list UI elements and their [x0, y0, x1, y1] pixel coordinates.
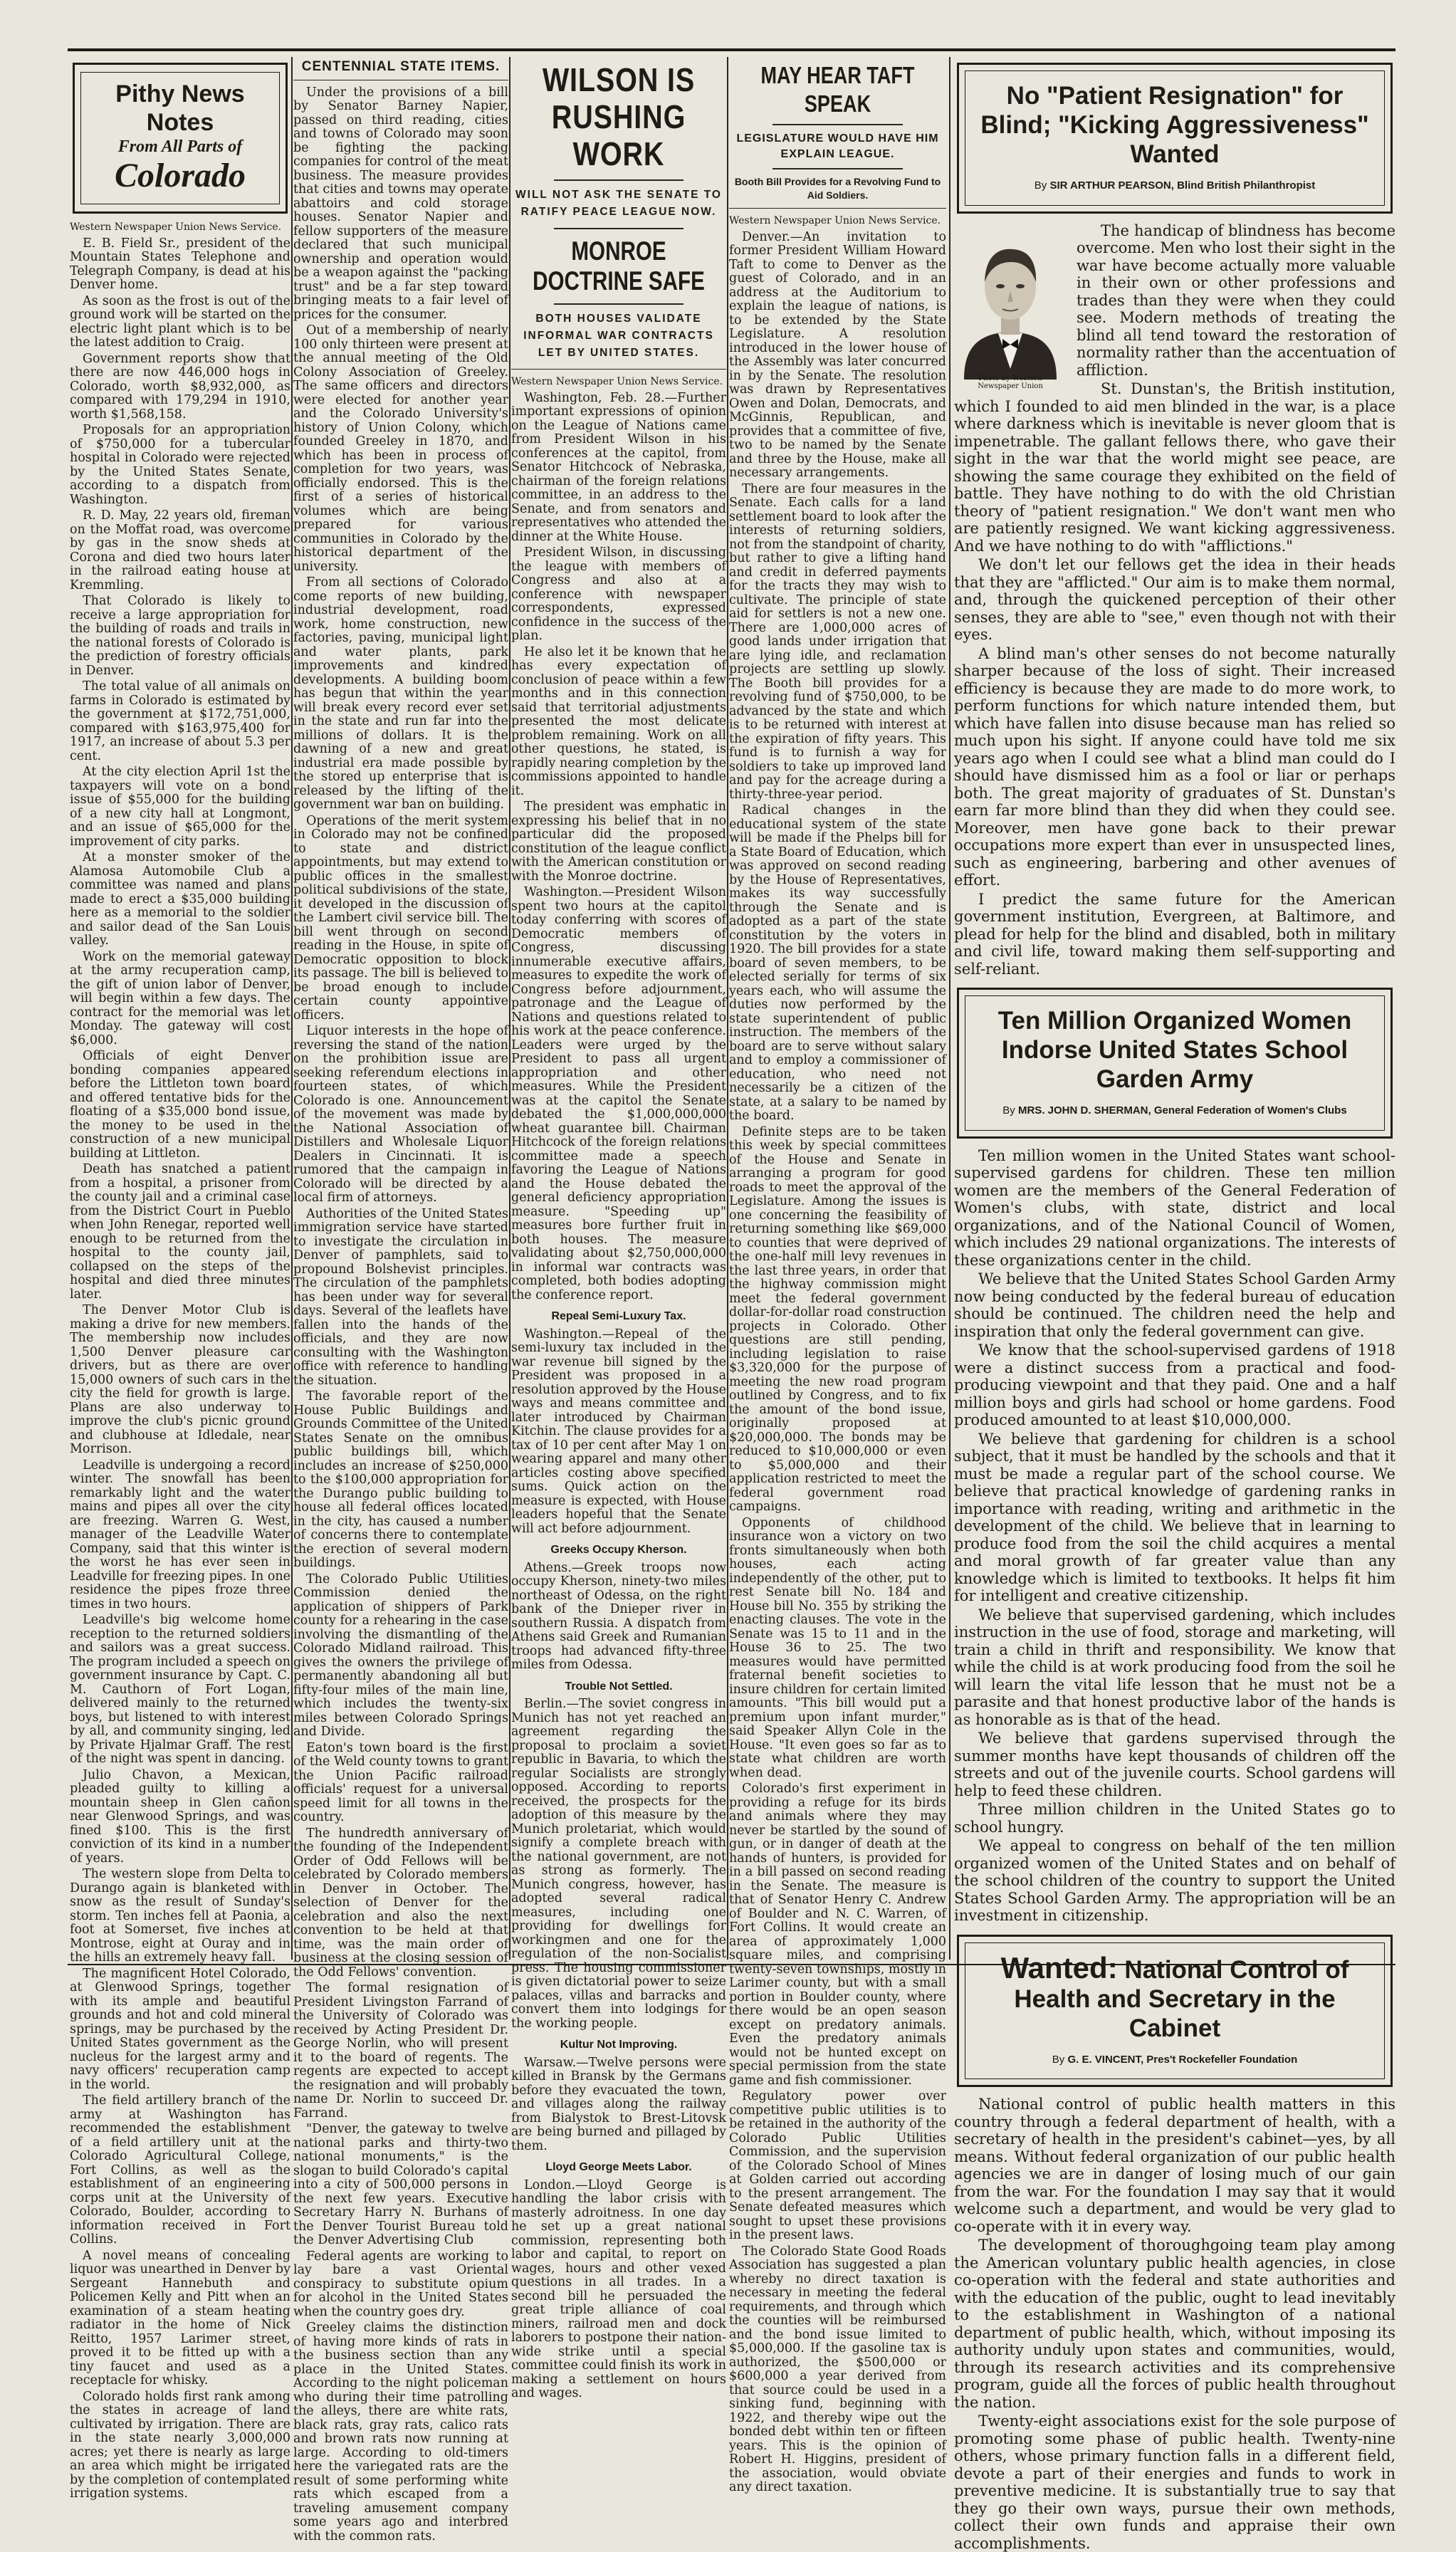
news-item: Washington.—President Wilson spent two hours at the capitol today conferring with scores of Democratic members of Congress, discussing innumerable executive affairs, measures to expedite the work of Congress before adjournment, patronage and the League of Nations and questions related to his work at the peace conference. Leaders were urged by the President to pass all urgent appropriation and other measures. While the President was at the capitol the Senate debated the $1,000,000,000 wheat guarantee bill. Chairman Hitchcock of the foreign relations committee made a speech favoring the League of Nations and the House debated the general deficiency appropriation measure. "Speeding up" measures bore further fruit in both houses. The measure validating about $2,750,000,000 in informal war contracts was completed, both bodies adopting the conference report. [511, 885, 726, 1302]
divider [772, 124, 903, 125]
news-item: "Denver, the gateway to twelve national parks and thirty-two national monuments," is the slogan to build Colorado's capital into a city of 500,000 persons in the next few years. Executive Secretary Harry N. Burhans of the Denver Tourist Bureau told the Denver Advertising Club [293, 2122, 508, 2247]
news-item: The Denver Motor Club is making a drive for new members. The membership now includes 1,500 Denver pleasure car drivers, but as there are over 15,000 owners of such cars in the city the field for growth is large. Plans are also underway to improve the club's picnic ground and clubhouse at Idledale, near Morrison. [70, 1303, 290, 1456]
news-item: The hundredth anniversary of the founding of the Independent Order of Odd Fellows will be celebrated by Colorado members in Denver in October. The selection of Denver for the celebration and also the next convention to be held at that time, was the main order of business at the closing session of the Odd Fellows' convention. [293, 1826, 508, 1980]
news-item: Authorities of the United States immigration service have started to investigate the circulation in Denver of pamphlets, said to propound Bolshevist principles. The circulation of the pamphlets has been under way for several days. Several of the leaflets have fallen into the hands of the officials, and they are now consulting with the Washington office with reference to handling the situation. [293, 1206, 508, 1388]
pithy-news-header [73, 63, 288, 214]
news-item: That Colorado is likely to receive a large appropriation for the building of roads and trails in the national forests of Colorado is the prediction of forestry officials in Denver. [70, 594, 290, 678]
col1-paragraphs [70, 237, 290, 2501]
news-item: R. D. May, 22 years old, fireman on the Moffat road, was overcome by gas in the snow sheds at Corona and died two hours later in the railroad eating house at Kremmling. [70, 508, 290, 592]
news-item: Proposals for an appropriation of $750,000 for a tubercular hospital in Colorado were rejected by the United States Senate, according to a dispatch from Washington. [70, 423, 290, 507]
news-item: Federal agents are working to lay bare a vast Oriental conspiracy to substitute opium for alcohol in the United States when the country goes dry. [293, 2249, 508, 2319]
article-paragraph: The development of thoroughgoing team play among the American voluntary public health agencies, in close co-operation with the federal and state authorities and with the education of the public, ought to lead inevitably to the establishment in Washington of a national department of public health, which, without imposing its authority unduly upon states and communities, would, through its research activities and its comprehensive program, guide all the forces of public health throughout the nation. [954, 2237, 1395, 2411]
column-divider [949, 57, 950, 1960]
news-item: Regulatory power over competitive public utilities is to be retained in the authority of the Colorado Public Utilities Commission, and the supervision of the Colorado School of Mines at Golden carried out according to the present arrangement. The Senate defeated measures which sought to upset these provisions in the present laws. [729, 2089, 946, 2242]
deck-booth: Booth Bill Provides for a Revolving Fund to Aid Soldiers. [734, 176, 941, 201]
column-pithy-news [70, 57, 290, 2501]
news-item: The western slope from Delta to Durango again is blanketed with snow as the result of Sunday's storm. Ten inches fell at Paonia, a foot at Somerset, five inches at Montrose, eight at Ouray and in the hills an extremely heavy fall. [70, 1867, 290, 1965]
news-item: London.—Lloyd George is handling the labor crisis with masterly adroitness. In one day he set up a great national commission, representing both labor and capital, to report on wages, hours and other vexed questions in all trades. In a second bill he persuaded the great triple alliance of coal miners, railroad men and dock laborers to postpone their nation-wide strike until a special committee could finish its work in making a settlement on hours and wages. [511, 2177, 726, 2400]
headline-monroe: MONROE DOCTRINE SAFE [533, 236, 705, 296]
pithy-header-title: Pithy News Notes [115, 80, 245, 136]
news-item: Government reports show that there are now 446,000 hogs in Colorado, worth $8,932,000, as compared with 179,294 in 1910, worth $1,568,158. [70, 351, 290, 422]
subhead-lloyd-george: Lloyd George Meets Labor. [545, 2161, 692, 2173]
article-paragraph: We believe that the United States School Garden Army now being conducted by the federal bureau of education should be continued. The children need the help and inspiration that only the federal government can give. [954, 1270, 1395, 1340]
article-paragraph: Three million children in the United States go to school hungry. [954, 1801, 1395, 1836]
divider [554, 303, 683, 305]
pithy-header-state: Colorado [114, 157, 246, 194]
article-paragraph: We believe that gardens supervised through the summer months have kept thousands of children off the streets and out of the juvenile courts. School gardens will help to feed these children. [954, 1730, 1395, 1799]
article-health-header [957, 1935, 1393, 2088]
article-paragraph: We believe that gardening for children is a school subject, that it must be handled by the schools and that it must be made a regular part of the school course. We believe that practical knowledge of gardening ranks in importance with reading, writing and arithmetic in the development of the child. We believe that in learning to produce food from the soil the child acquires a mental and moral growth of far greater value than any knowledge which is limited to textbooks. It helps fit him for intelligent and creative citizenship. [954, 1430, 1395, 1604]
article-garden-byline [971, 1102, 1378, 1120]
article-blind-header [957, 63, 1393, 214]
deck-taft: LEGISLATURE WOULD HAVE HIM EXPLAIN LEAGUE. [736, 132, 939, 160]
news-item: Leadville's big welcome home reception to the returned soldiers and sailors was a great success. The program included a speech on government insurance by Capt. C. M. Cauthorn of Fort Logan, delivered mainly to the returned boys, but listened to with interest by all, and community singing, led by Private Hjalmar Graff. The rest of the night was spent in dancing. [70, 1613, 290, 1766]
divider [772, 168, 903, 169]
article-paragraph: Twenty-eight associations exist for the sole purpose of promoting some phase of public health. Twenty-nine others, whose primary function falls in a different field, devote a part of their energies and funds to work in preventive medicine. It is substantially true to say that they go their own ways, pursue their own methods, collect their own funds and appraise their own accomplishments. [954, 2412, 1395, 2552]
article-paragraph: We appeal to congress on behalf of the ten million organized women of the United States and on behalf of the school children of the country to support the United States School Garden Army. The appropriation will be an investment in citizenship. [954, 1837, 1395, 1924]
divider [554, 228, 683, 229]
article-garden-header [957, 988, 1393, 1139]
news-item: Work on the memorial gateway at the army recuperation camp, the gift of union labor of Denver, will begin within a few days. The contract for the memorial was let Monday. The gateway will cost $6,000. [70, 949, 290, 1047]
news-item: President Wilson, in discussing the league with members of Congress and also at a conference with newspaper correspondents, expressed confidence in the success of the plan. [511, 545, 726, 643]
subhead-trouble: Trouble Not Settled. [565, 1680, 673, 1693]
article-paragraph: The handicap of blindness has become overcome. Men who lost their sight in the war have become actually more valuable in their own or other professions and trades than they were when they could see. Modern methods of treating the blind all tend toward the restoration of normality rather than the accentuation of affliction. [1077, 221, 1395, 379]
news-item: Liquor interests in the hope of reversing the stand of the nation on the prohibition issue are seeking referendum elections in fourteen states, of which Colorado is one. Announcement of the movement was made by the National Association of Distillers and Wholesale Liquor Dealers in Cincinnati. It is rumored that the campaign in Colorado will be directed by a local firm of attorneys. [293, 1024, 508, 1205]
news-item: The magnificent Hotel Colorado, at Glenwood Springs, together with its ample and beautiful grounds and hot and cold mineral springs, may be purchased by the United States government as the nucleus for the largest army and navy officers' recuperation camp in the world. [70, 1966, 290, 2092]
article-paragraph: We don't let our fellows get the idea in their heads that they are "afflicted." Our aim is to make them normal, and, through the quickened perception of their other senses, they are able to "see," even though not with their eyes. [954, 556, 1395, 643]
byline-name: MRS. JOHN D. SHERMAN, [1017, 1104, 1151, 1116]
byline-role: Pres't Rockefeller Foundation [1146, 2053, 1298, 2066]
byline-name: G. E. VINCENT, [1067, 2053, 1144, 2066]
article-blind-title: No "Patient Resignation" for Blind; "Kicking Aggressiveness" Wanted [980, 82, 1369, 168]
news-item: The total value of all animals on farms in Colorado is estimated by the government at $172,751,000, compared with $163,975,400 for 1917, an increase of about 5.3 per cent. [70, 679, 290, 763]
article-blind-byline [971, 177, 1378, 195]
column-centennial-state [293, 57, 508, 2543]
news-item: The Colorado Public Utilities Commission denied the application of shippers of Park county for a rehearing in the case involving the dismantling of the Colorado Midland railroad. This gives the owners the privilege of permanently abandoning all but fifty-four miles of the main line, which includes the twenty-six miles between Colorado Springs and Divide. [293, 1572, 508, 1739]
news-item: A novel means of concealing liquor was unearthed in Denver by Sergeant Hannebuth and Policemen Kelly and Pitt when an examination of a steam heating radiator in the home of Nick Reitto, 1957 Larimer street, proved it to be fitted up with a tiny faucet and used as a receptacle for whisky. [70, 2248, 290, 2388]
top-rule [68, 48, 1395, 51]
deck-wilson: WILL NOT ASK THE SENATE TO RATIFY PEACE LEAGUE NOW. [515, 189, 722, 218]
byline-prefix: By [1002, 1104, 1015, 1116]
headline-wilson: WILSON IS RUSHING WORK [542, 61, 696, 172]
news-item: Radical changes in the educational system of the state will be made if the Phelps bill for a State Board of Education, which was approved on second reading by the House of Representatives, makes its way successfully through the Senate and is adopted as a part of the state constitution by the voters in 1920. The bill provides for a state board of seven members, to be elected serially for terms of six years each, who will assume the duties now performed by the state superintendent of public instruction. The members of the board are to serve without salary and to employ a commissioner of education, who need not necessarily be a citizen of the state, at a salary to be named by the board. [729, 803, 946, 1123]
news-item: Julio Chavon, a Mexican, pleaded guilty to killing a mountain sheep in Glen cañon near Glenwood Springs, and was fined $100. This is the first conviction of its kind in a number of years. [70, 1767, 290, 1866]
news-item: Greeley claims the distinction of having more kinds of rats in the business section than any place in the United States. According to the night policeman who during their time patrolling the alleys, there are white rats, black rats, gray rats, calico rats and brown rats now running at large. According to old-timers here the variegated rats are the result of some performing white rats which escaped from a traveling amusement company some years ago and interbred with the common rats. [293, 2321, 508, 2543]
title-main: National Control of Health and Secretary in the Cabinet [1014, 1955, 1349, 2042]
news-item: Colorado's first experiment in providing a refuge for its birds and animals where they may never be startled by the sound of gun, or in danger of death at the hands of hunters, is provided for in a bill passed on second reading in the Senate. The measure is that of Senator Henry C. Andrew of Boulder and N. C. Warren, of Fort Collins. It would create an area of approximately 1,000 square miles, and comprising twenty-seven townships, mostly in Larimer county, but with a small portion in Boulder county, where there would be an open season except on predatory animals. Even the predatory animals would not be hunted except on special permission from the state game and fish commissioner. [729, 1782, 946, 2088]
news-item: Warsaw.—Twelve persons were killed in Bransk by the Germans before they evacuated the town, and villages along the railway from Bialystok to Brest-Litovsk are being burned and pillaged by them. [511, 2055, 726, 2153]
title-lead: Wanted: [1000, 1950, 1118, 1984]
photo-caption: Photo by Western Newspaper Union [978, 374, 1043, 390]
news-item: Operations of the merit system in Colorado may not be confined to state and district appointments, but may extend to public offices in the smallest political subdivisions of the state, it developed in the discussion of the Lambert civil service bill. The bill went through on second reading in the House, in spite of Democratic opposition to block its passage. The bill is believed to be broad enough to include certain county appointive officers. [293, 813, 508, 1023]
centennial-header: CENTENNIAL STATE ITEMS. [301, 59, 501, 74]
pithy-header-subtitle: From All Parts of [117, 137, 243, 156]
byline-role: Blind British Philanthropist [1177, 179, 1316, 192]
news-item: Definite steps are to be taken this week by special committees of the House and Senate in arranging a program for good roads to meet the approval of the Legislature. Among the issues is one concerning the feasibility of returning something like $69,000 to counties that were deprived of the one-half mill levy revenues in the last three years, in order that the highway commission might meet the federal government dollar-for-dollar road construction projects in Colorado. Other questions are still pending, including legislation to raise $3,320,000 for the purpose of meeting the new road program outlined by Congress, and to fix the amount of the bond issue, originally proposed at $20,000,000. The bonds may be reduced to $10,000,000 or even to $5,000,000 and their application restricted to meet the federal government road campaigns. [729, 1124, 946, 1514]
article-paragraph: We believe that supervised gardening, which includes instruction in the use of food, storage and marketing, will train a child in thrift and responsibility. We know that while the child is at work producing food from the soil he will learn the vital life lesson that he must not be a parasite and that honest productive labor of the hands is as honorable as is that of the head. [954, 1606, 1395, 1728]
byline-prefix: By [1052, 2053, 1065, 2066]
byline-name: SIR ARTHUR PEARSON, [1049, 179, 1174, 192]
column-divider [727, 57, 728, 1960]
news-item: He also let it be known that he has every expectation of conclusion of peace within a few months and in this connection said that territorial adjustments presented the most delicate problem remaining. Work on all other questions, he stated, is rapidly nearing completion by the commissions appointed to handle it. [511, 644, 726, 798]
column-divider [291, 57, 293, 1960]
byline-role: General Federation of Women's Clubs [1153, 1104, 1347, 1116]
news-item: As soon as the frost is out of the ground work will be started on the electric light plant which is to be the latest addition to Craig. [70, 293, 290, 350]
news-item: Denver.—An invitation to former President William Howard Taft to come to Denver as the guest of Colorado, and in an address at the Auditorium to explain the league of nations, is to be extended by the State Legislature. A resolution introduced in the lower house of the Assembly was later concurred in by the Senate. The resolution was drawn by Representatives Owen and Dolan, Democrats, and McGinnis, Republican, and provides that a committee of five, two to be named by the Senate and three by the House, make all necessary arrangements. [729, 229, 946, 480]
news-item: The favorable report of the House Public Buildings and Grounds Committee of the United States Senate on the omnibus public buildings bill, which includes an increase of $250,000 to the $100,000 appropriation for the Durango public building to house all federal offices located in the city, has caused a number of concerns there to contemplate the erection of several modern buildings. [293, 1389, 508, 1570]
wire-credit: Western Newspaper Union News Service. [729, 215, 941, 226]
news-item: The field artillery branch of the army at Washington has recommended the establishment of a field artillery unit at the Colorado Agricultural College, Fort Collins, as well as the establishment of an engineering corps unit at the University of Colorado, Boulder, according to information received in Fort Collins. [70, 2093, 290, 2247]
article-health-byline [971, 2051, 1378, 2069]
news-item: Eaton's town board is the first of the Weld county towns to grant the Union Pacific railroad officials' request for a universal speed limit for all towns in the country. [293, 1740, 508, 1824]
news-item: Under the provisions of a bill by Senator Barney Napier, passed on third reading, cities and towns of Colorado may soon be fighting the packing companies for control of the meat business. The measure provides that cities and towns may operate abattoirs and cold storage houses. Senator Napier and fellow supporters of the measure declared that such municipal ownership and operation would be a weapon against the "packing trust" and be a far step toward bringing meats to a fair level of prices for the consumer. [293, 85, 508, 322]
news-item: Officials of eight Denver bonding companies appeared before the Littleton town board and offered tentative bids for the floating of a $35,000 bond issue, the money to be used in the construction of a new municipal building at Littleton. [70, 1049, 290, 1161]
column-opinions [954, 57, 1395, 2552]
byline-prefix: By [1034, 179, 1047, 192]
column-taft [729, 57, 946, 2494]
subhead-kherson: Greeks Occupy Kherson. [550, 1544, 687, 1556]
portrait-photo [957, 226, 1064, 390]
article-paragraph: National control of public health matters in this country through a federal department of health, with a secretary of health in the president's cabinet—yes, by all means. Without federal organization of our public health agencies we are in danger of losing much of our gain from the war. For the foundation I may say that it would welcome such a department, and would be very glad to co-operate with it in every way. [954, 2096, 1395, 2235]
news-item: At a monster smoker of the Alamosa Automobile Club a committee was named and plans made to erect a $35,000 building here as a memorial to the soldier and sailor dead of the San Louis valley. [70, 850, 290, 948]
news-item: The formal resignation of President Livingston Farrand of the University of Colorado was received by Acting President Dr. George Norlin, who will present it to the board of regents. The regents are expected to accept the resignation and will probably name Dr. Norlin to succeed Dr. Farrand. [293, 1981, 508, 2120]
article-paragraph: I predict the same future for the American government institution, Evergreen, at Baltimore, and plead for help for the blind and disabled, both in military and civil life, toward making them self-supporting and self-reliant. [954, 890, 1395, 978]
news-item: The president was emphatic in expressing his belief that in no particular did the proposed constitution of the league conflict with the American constitution or with the Monroe doctrine. [511, 800, 726, 884]
news-item: E. B. Field Sr., president of the Mountain States Telephone and Telegraph Company, is dead at his Denver home. [70, 236, 290, 292]
wire-credit: Western Newspaper Union News Service. [70, 221, 282, 233]
news-item: The Colorado State Good Roads Association has suggested a plan whereby no direct taxation is necessary in meeting the federal requirements, and through which the counties will be reimbursed and the bond issue limited to $5,000,000. If the gasoline tax is authorized, the $500,000 or $600,000 a year derived from that source could be used in a sinking fund, beginning with 1922, and thereby wipe out the bonded debt within ten or fifteen years. This is the opinion of Robert H. Higgins, president of the association, would obviate any direct taxation. [729, 2244, 946, 2494]
portrait-illustration [957, 226, 1064, 380]
article-health-title [971, 1950, 1378, 2043]
news-item: Opponents of childhood insurance won a victory on two fronts simultaneously when both houses, each acting independently of the other, put to rest Senate bill No. 184 and House bill No. 355 by striking the enacting clauses. The vote in the Senate was 15 to 11 and in the House 36 to 25. The two measures would have permitted fraternal benefit societies to insure children for certain limited amounts. "This bill would put a premium upon infant murder," said Speaker Allyn Cole in the House. "It even goes so far as to state what children are worth when dead. [729, 1515, 946, 1780]
column-divider [509, 57, 510, 1960]
article-paragraph: A blind man's other senses do not become naturally sharper because of the loss of sight. Their increased efficiency is because they are made to do more work, to perform functions for which nature intended them, but which have fallen into disuse because man has relied so much upon his sight. If anyone could have told me six years ago when I could see what a blind man could do I should have dismissed him as a fool or liar or perhaps both. The great majority of graduates of St. Dunstan's earn far more blind than they did when they could see. Moreover, men have gone back to their prewar occupations more expert than ever in unsuspected lines, such as engineering, barbering and other avenues of effort. [954, 644, 1395, 889]
article-paragraph: We know that the school-supervised gardens of 1918 were a distinct success from a practical and food-producing viewpoint and that they paid. One and a half million boys and girls had school or home gardens. Food produced amounted to at least $10,000,000. [954, 1342, 1395, 1428]
divider [511, 369, 726, 370]
subhead-semi-luxury: Repeal Semi-Luxury Tax. [551, 1310, 686, 1322]
subhead-kultur: Kultur Not Improving. [560, 2039, 678, 2051]
news-item: Berlin.—The soviet congress in Munich has not yet reached an agreement regarding the proposal to proclaim a soviet republic in Bavaria, to which the regular Socialists are strongly opposed. According to reports received, the prospects for the adoption of this measure by the Munich proletariat, which would signify a complete breach with the national government, are not as strong as formerly. The Munich congress, however, has adopted several radical measures, including one providing for dwellings for workingmen and one for the regulation of the non-Socialist press. The housing commissioner is given dictatorial power to seize palaces, villas and barracks and convert them into lodgings for the working people. [511, 1697, 726, 2031]
article-garden-title: Ten Million Organized Women Indorse United States School Garden Army [997, 1007, 1352, 1093]
news-item: Out of a membership of nearly 100 only thirteen were present at the annual meeting of the Old Colony Association of Greeley. The same officers and directors were elected for another year and the Colorado University's history of Union Colony, which founded Greeley in 1870, and which has been in process of completion for two years, was officially endorsed. This is the first of a series of historical volumes which are being prepared for various communities in Colorado by the historical department of the university. [293, 323, 508, 574]
news-item: Colorado holds first rank among the states in acreage of land cultivated by irrigation. There are in the state nearly 3,000,000 acres; yet there is nearly as large an area which might be irrigated by the completion of contemplated irrigation systems. [70, 2389, 290, 2501]
news-item: Washington.—Repeal of the semi-luxury tax included in the war revenue bill signed by the President was proposed in a resolution approved by the House ways and means committee and later introduced by Chairman Kitchin. The clause provides for a tax of 10 per cent after May 1 on wearing apparel and many other articles costing above specified sums. Quick action on the measure is expected, with House leaders hopeful that the Senate will act before adjournment. [511, 1327, 726, 1536]
news-item: Washington, Feb. 28.—Further important expressions of opinion on the League of Nations came from President Wilson in his conferences at the capitol, from Senator Hitchcock of Nebraska, chairman of the foreign relations committee, in an address to the Senate, and from senators and representatives who attended the dinner at the White House. [511, 390, 726, 544]
divider [729, 208, 946, 209]
news-item: At the city election April 1st the taxpayers will vote on a bond issue of $55,000 for the building of a new city hall at Longmont, and an issue of $65,000 for the improvement of city parks. [70, 765, 290, 849]
news-item: Athens.—Greek troops now occupy Kherson, ninety-two miles northeast of Odessa, on the right bank of the Dnieper river in southern Russia. A dispatch from Athens said Greek and Rumanian troops had advanced fifty-three miles from Odessa. [511, 1560, 726, 1672]
wire-credit: Western Newspaper Union News Service. [511, 376, 723, 387]
divider [554, 179, 683, 181]
news-item: There are four measures in the Senate. Each calls for a land settlement board to look after the interests of returning soldiers, not from the standpoint of charity, but rather to give a lifting hand and credit in deferred payments for the tracts they may wish to cultivate. The principle of state aid for settlers is not a new one. There are 1,000,000 acres of good lands under irrigation that are lying idle, and reclamation projects are settling up slowly. The Booth bill provides for a revolving fund of $750,000, to be advanced by the state and which is to be returned with interest at the expiration of fifty years. This fund is to furnish a way for soldiers to take up improved land and pay for the acreage during a thirty-three-year period. [729, 481, 946, 802]
article-paragraph: Ten million women in the United States want school-supervised gardens for children. These ten million women are the members of the General Federation of Women's clubs, with state, district and local organizations, and of the National Council of Women, which includes 29 national organizations. The interests of these organizations center in the child. [954, 1146, 1395, 1269]
news-item: Death has snatched a patient from a hospital, a prisoner from the county jail and a criminal case from the District Court in Pueblo when John Renegar, reported well enough to be returned from the hospital to the county jail, collapsed on the steps of the hospital and died three minutes later. [70, 1162, 290, 1302]
article-paragraph: St. Dunstan's, the British institution, which I founded to aid men blinded in the war, is a place where darkness which is inevitable is never gloom that is impenetrable. The gallant fellows there, who gave their sight in the war that the world might see peace, are showing the same courage they exhibited on the field of battle. They have nothing to do with the old Christian theory of "patient resignation." We don't want men who are patiently resigned. We want kicking aggressiveness. And we have nothing to do with "afflictions." [954, 380, 1395, 555]
news-item: Leadville is undergoing a record winter. The snowfall has been remarkably light and the water mains and pipes all over the city are freezing. Warren G. West, manager of the Leadville Water Company, said that this winter is the worst he has ever seen in Leadville for freezing pipes. In one residence the pipes froze three times in two hours. [70, 1458, 290, 1611]
deck-monroe: BOTH HOUSES VALIDATE INFORMAL WAR CONTRACTS LET BY UNITED STATES. [523, 313, 714, 359]
news-item: From all sections of Colorado come reports of new building, industrial development, road work, home construction, new factories, paving, municipal light and water plants, park improvements and kindred developments. A building boom has begun that within the year will break every record ever set in the state and run far into the millions of dollars. It is the dawning of a new and great industrial era made possible by the stored up enterprise that is released by the lifting of the government war ban on building. [293, 575, 508, 812]
headline-taft: MAY HEAR TAFT SPEAK [760, 62, 915, 117]
column-wilson [511, 57, 726, 2400]
